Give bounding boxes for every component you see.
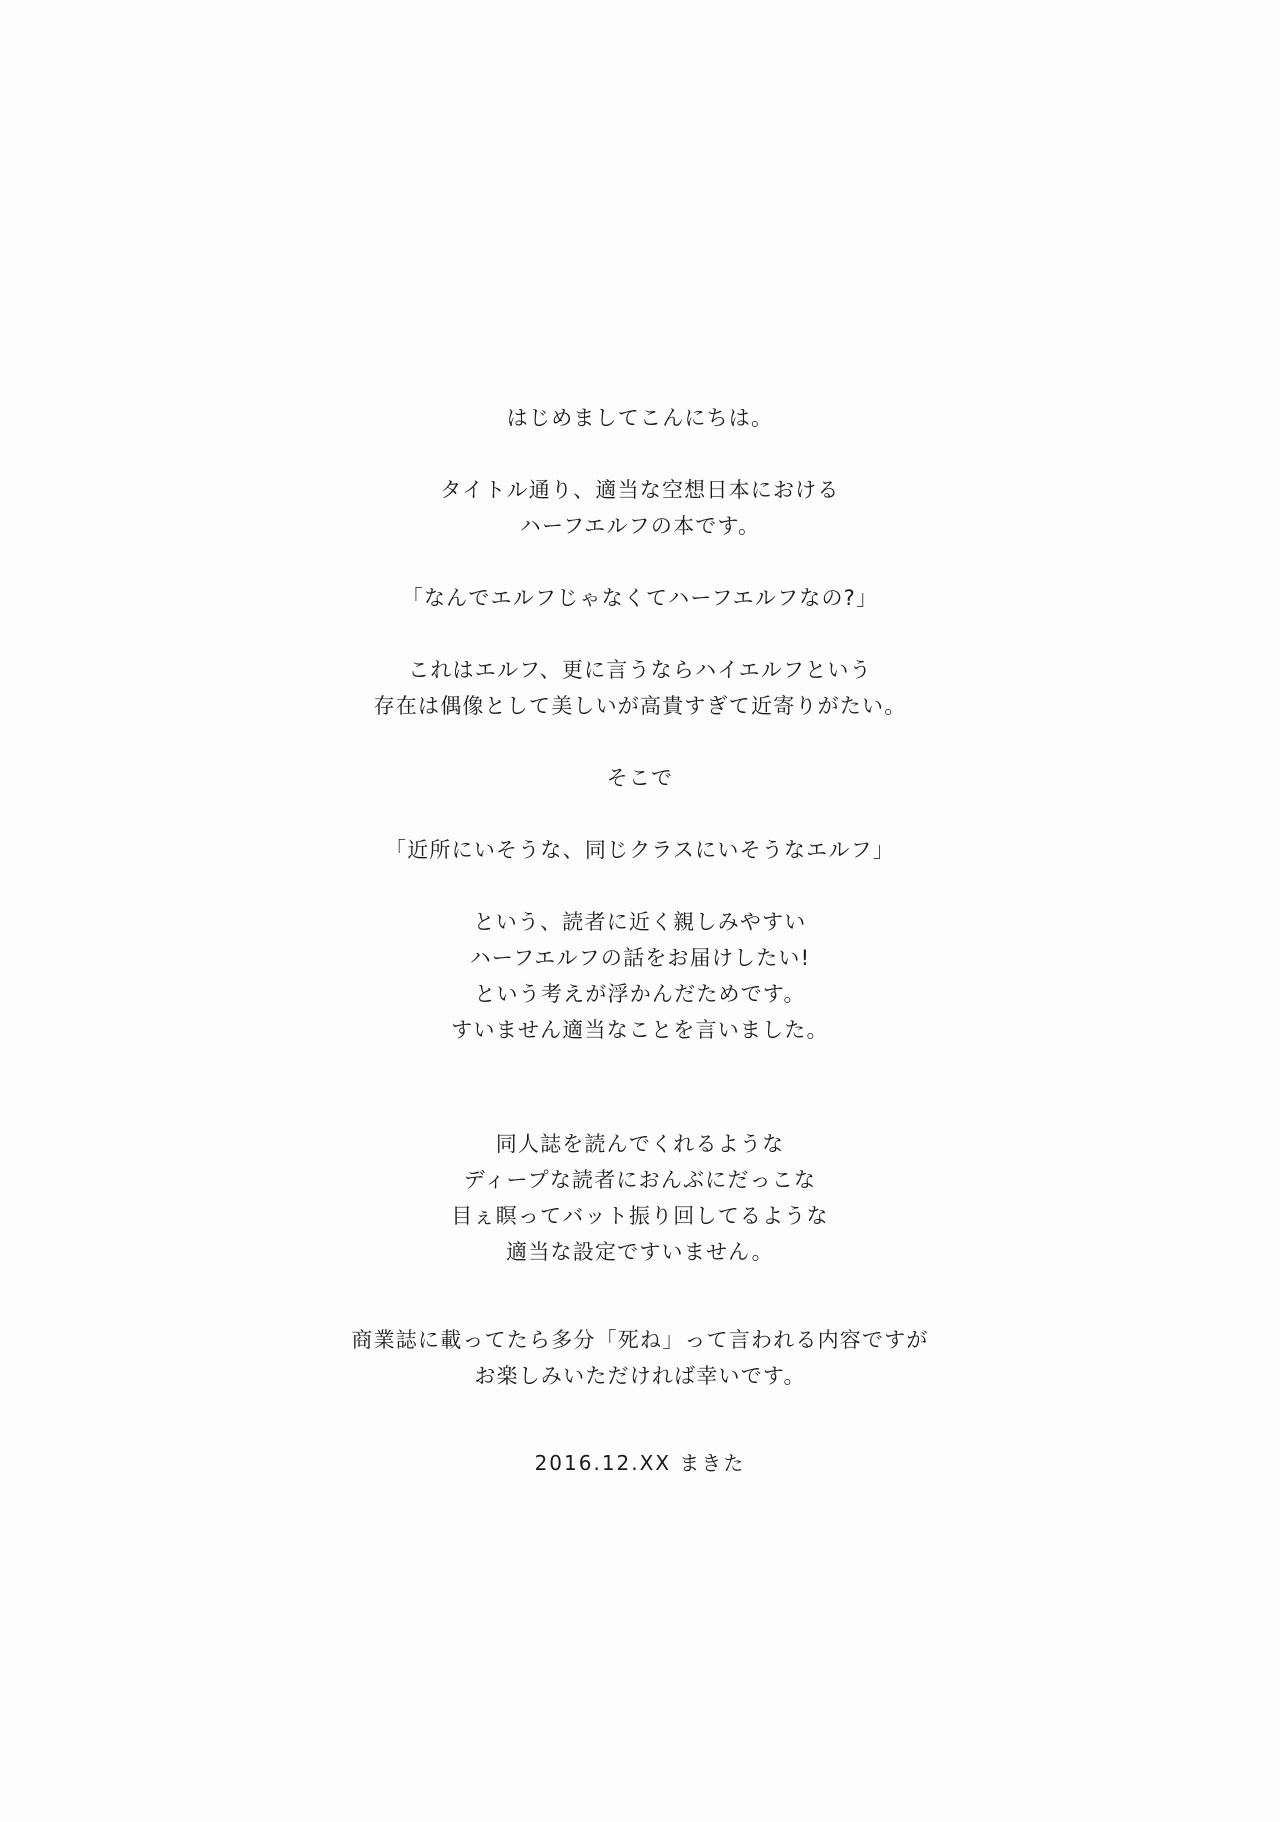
text-line: という考えが浮かんだためです。 xyxy=(474,982,806,1006)
text-line: はじめましてこんにちは。 xyxy=(506,406,774,430)
spacer xyxy=(0,822,1280,832)
text-line: 同人誌を読んでくれるような xyxy=(495,1132,785,1156)
paragraph-premise xyxy=(0,472,1280,544)
spacer xyxy=(0,894,1280,904)
text-line: ディープな読者におんぶにだっこな xyxy=(463,1168,817,1192)
paragraph-question xyxy=(0,580,1280,616)
text-line: そこで xyxy=(606,766,674,790)
signature-block xyxy=(0,1446,1280,1480)
paragraph-therefore xyxy=(0,760,1280,796)
paragraph-greeting xyxy=(0,400,1280,436)
text-line: 目ぇ瞑ってバット振り回してるような xyxy=(451,1204,829,1228)
text-line: 存在は偶像として美しいが高貴すぎて近寄りがたい。 xyxy=(373,694,907,718)
paragraph-reason xyxy=(0,652,1280,724)
text-line: タイトル通り、適当な空想日本における xyxy=(440,478,840,502)
text-line: すいません適当なことを言いました。 xyxy=(451,1018,829,1042)
text-line: という、読者に近く親しみやすい xyxy=(473,910,807,934)
text-line: お楽しみいただければ幸いです。 xyxy=(474,1364,806,1388)
paragraph-closing xyxy=(0,1322,1280,1394)
spacer xyxy=(0,642,1280,652)
spacer xyxy=(0,1420,1280,1446)
text-line: 「なんでエルフじゃなくてハーフエルフなの?」 xyxy=(401,586,879,610)
paragraph-apology xyxy=(0,1126,1280,1270)
paragraph-concept xyxy=(0,832,1280,868)
spacer xyxy=(0,1074,1280,1126)
text-line: 適当な設定ですいません。 xyxy=(506,1240,774,1264)
text-line: 「近所にいそうな、同じクラスにいそうなエルフ」 xyxy=(385,838,895,862)
spacer xyxy=(0,1296,1280,1322)
paragraph-intent xyxy=(0,904,1280,1048)
text-line: ハーフエルフの話をお届けしたい! xyxy=(469,946,811,970)
afterword-text-body xyxy=(0,400,1280,1506)
text-line: 商業誌に載ってたら多分「死ね」って言われる内容ですが xyxy=(351,1328,929,1352)
text-line: ハーフエルフの本です。 xyxy=(519,514,761,538)
spacer xyxy=(0,570,1280,580)
text-line: これはエルフ、更に言うならハイエルフという xyxy=(408,658,872,682)
author-signature: 2016.12.XX まきた xyxy=(534,1451,746,1475)
spacer xyxy=(0,750,1280,760)
spacer xyxy=(0,462,1280,472)
